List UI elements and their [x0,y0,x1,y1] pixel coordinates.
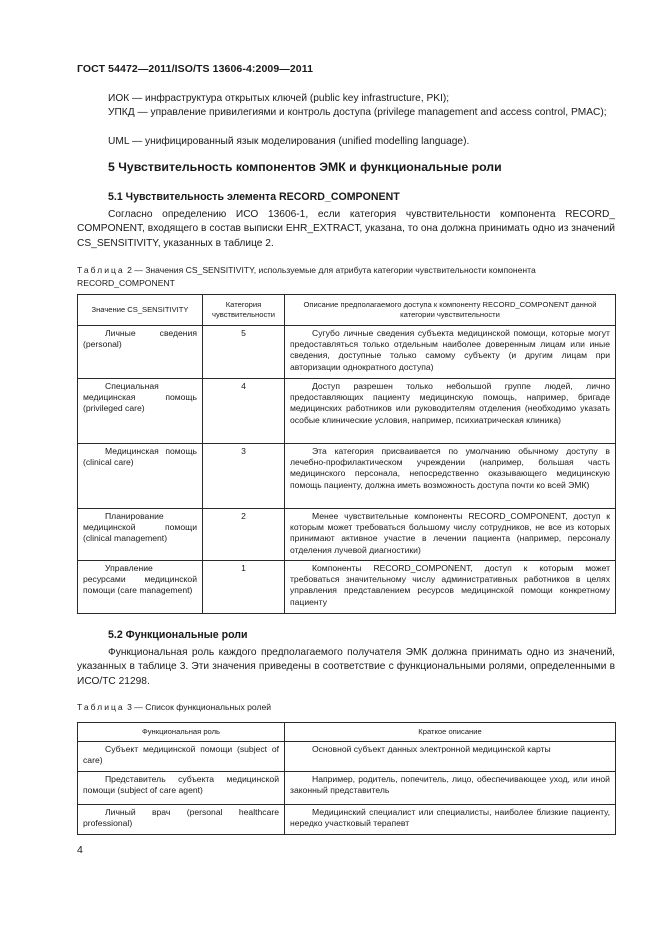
functional-role: Личный врач (personal healthcare professional) [78,805,285,835]
role-description: Например, родитель, попечитель, лицо, обеспечивающее уход, или иной законный представитель [285,772,616,805]
sensitivity-description: Компоненты RECORD_COMPONENT, доступ к которым может требоваться значительному числу административных работников в целях управления представлением ресурсов медицинской помощи конкретному пациенту [285,561,616,614]
table-2-header-description: Описание предполагаемого доступа к компоненту RECORD_COMPONENT данной категории чувствительности [285,295,616,326]
sensitivity-description: Менее чувствительные компоненты RECORD_COMPONENT, доступ к которым может требоваться большому числу сотрудников, не все из которых принимают активное участие в лечении пациента (например, персоналу отделения лучевой диагностики) [285,509,616,561]
table-row [78,772,616,805]
table-3-header-description: Краткое описание [285,723,616,742]
sensitivity-value: Медицинская помощь (clinical care) [78,444,203,509]
sensitivity-description: Сугубо личные сведения субъекта медицинской помощи, которые могут предоставляться только отдельным наиболее доверенным лицам или иные сведения, доступные только самому субъекту (и другим лицам при авторизации однократного доступа) [285,326,616,379]
role-description: Медицинский специалист или специалисты, наиболее близкие пациенту, нередко участковый терапевт [285,805,616,835]
table-2-header-row [78,295,616,326]
sensitivity-description: Доступ разрешен только небольшой группе людей, лично предоставляющих пациенту медицинскую помощь, например, бригаде медицинских работников или руководителям отделения (необходимо указать особые клинические условия, например, психиатрическая клиника) [285,379,616,444]
sensitivity-category: 4 [203,379,285,444]
table-3-header-row [78,723,616,742]
table-3 [77,722,616,835]
table-row [78,561,616,614]
table-2-header-category: Категория чувствительности [203,295,285,326]
page-number: 4 [77,844,83,856]
abbrev-uml: UML — унифицированный язык моделирования (unified modelling language). [108,136,470,147]
table-row [78,444,616,509]
sensitivity-category: 2 [203,509,285,561]
table-row [78,509,616,561]
sensitivity-category: 1 [203,561,285,614]
document-header: ГОСТ 54472—2011/ISO/TS 13606-4:2009—2011 [77,63,314,75]
sensitivity-description: Эта категория присваивается по умолчанию обычному доступу в лечебно-профилактическом учреждении (например, большая часть медицинского персонала, непосредственно оказывающего медицинскую помощь пациенту, должна иметь возможность доступа почти ко всей ЭМК) [285,444,616,509]
table-row [78,326,616,379]
table-3-caption-label: Таблица [77,702,125,712]
table-3-caption [77,701,615,714]
table-2 [77,294,616,614]
table-2-header-value: Значение CS_SENSITIVITY [78,295,203,326]
section-5-1-title: 5.1 Чувствительность элемента RECORD_COMPONENT [108,191,400,203]
role-description: Основной субъект данных электронной медицинской карты [285,742,616,772]
sensitivity-value: Личные сведения (personal) [78,326,203,379]
section-5-1-text: Согласно определению ИСО 13606-1, если категория чувствительности компонента RECORD_ COMPONENT, входящего в состав выписки EHR_EXTRACT, указана, то она должна принимать одно из значений CS_SENSITIVITY, указанных в таблице 2. [77,209,615,249]
table-3-caption-text: 3 — Список функциональных ролей [124,702,272,712]
sensitivity-category: 3 [203,444,285,509]
section-5-title: 5 Чувствительность компонентов ЭМК и функциональные роли [108,160,502,174]
table-2-caption-label: Таблица [77,265,125,275]
table-row [78,379,616,444]
table-2-caption [77,264,615,289]
functional-role: Представитель субъекта медицинской помощи (subject of care agent) [78,772,285,805]
table-2-caption-text: 2 — Значения CS_SENSITIVITY, используемые для атрибута категории чувствительности компонента RECORD_COMPONENT [77,265,536,288]
sensitivity-value: Планирование медицинской помощи (clinical management) [78,509,203,561]
sensitivity-category: 5 [203,326,285,379]
abbrev-pmac: УПКД — управление привилегиями и контроль доступа (privilege management and access control, PMAC); [108,107,607,118]
table-row [78,742,616,772]
table-row [78,805,616,835]
table-3-header-role: Функциональная роль [78,723,285,742]
section-5-2-text: Функциональная роль каждого предполагаемого получателя ЭМК должна принимать одно из значений, указанных в таблице 3. Эти значения приведены в соответствие с функциональными ролями, определенными в ИСО/ТС 21298. [77,647,615,687]
sensitivity-value: Управление ресурсами медицинской помощи (care management) [78,561,203,614]
functional-role: Субъект медицинской помощи (subject of care) [78,742,285,772]
section-5-2-title: 5.2 Функциональные роли [108,629,248,641]
sensitivity-value: Специальная медицинская помощь (privileged care) [78,379,203,444]
abbrev-pki: ИОК — инфраструктура открытых ключей (public key infrastructure, PKI); [108,93,450,104]
